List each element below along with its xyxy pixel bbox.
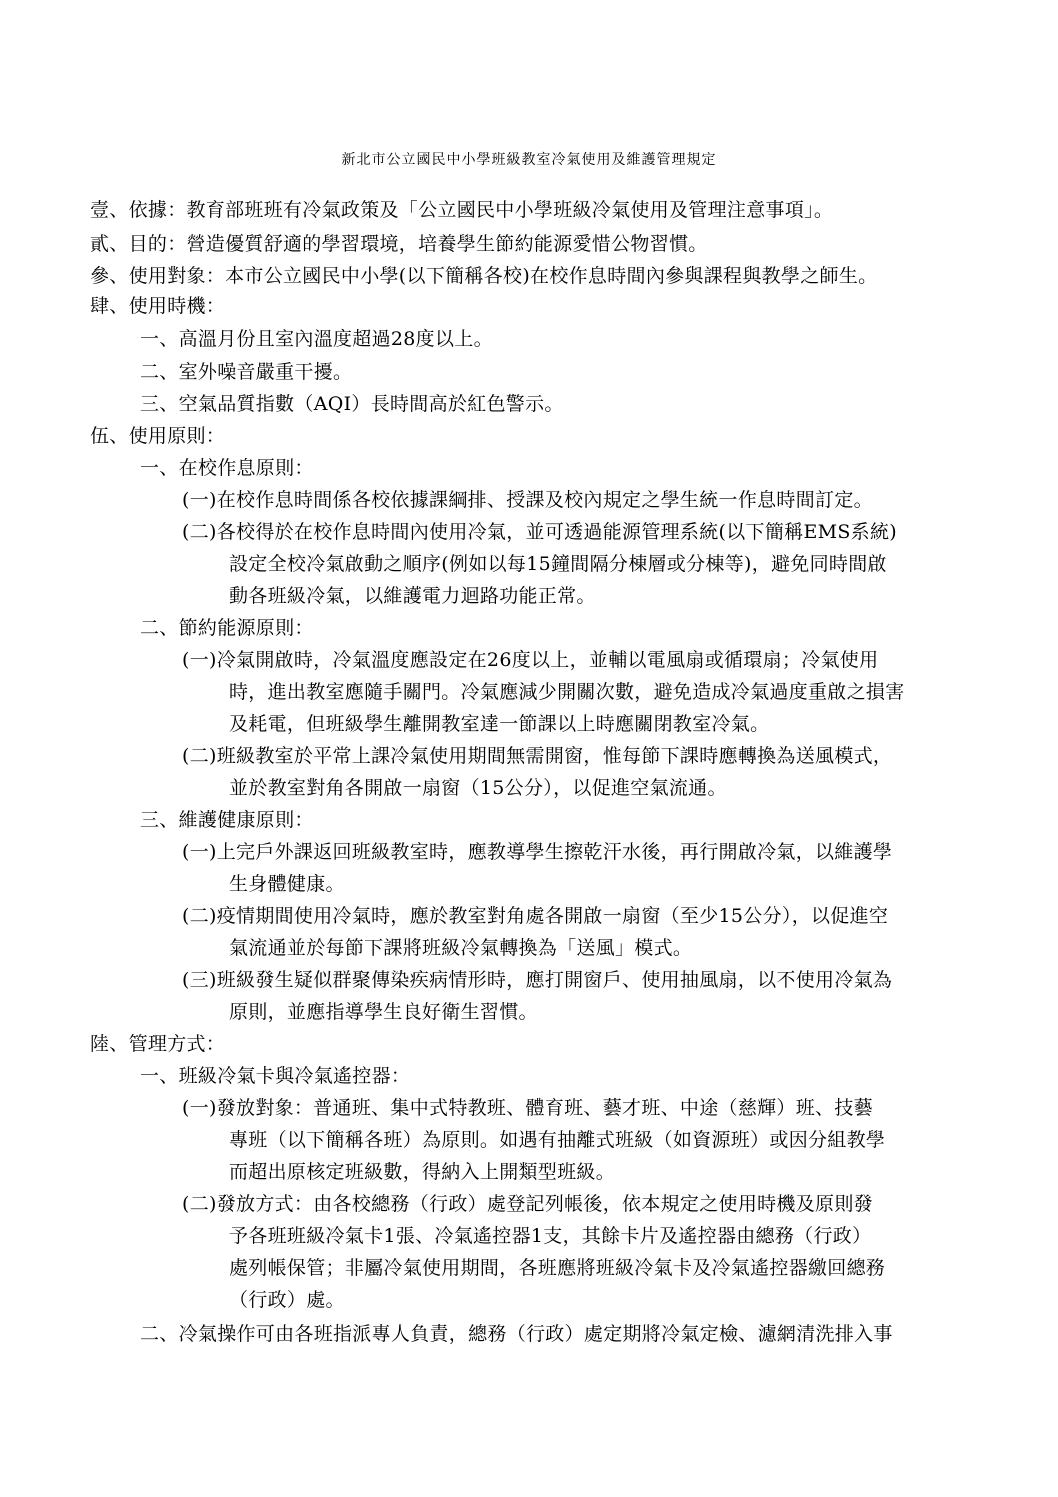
section-5-sub-2-heading: 二、節約能源原則： [140, 617, 314, 639]
section-5-sub-3-item-3: (三)班級發生疑似群聚傳染疾病情形時，應打開窗戶、使用抽風扇，以不使用冷氣為 [182, 969, 893, 991]
section-6-sub-1-item-1-cont-2: 而超出原核定班級數，得納入上開類型班級。 [229, 1161, 616, 1183]
section-5-sub-1-item-1: (一)在校作息時間係各校依據課綱排、授課及校內規定之學生統一作息時間訂定。 [182, 489, 873, 511]
section-5-sub-2-item-1: (一)冷氣開啟時，冷氣溫度應設定在26度以上，並輔以電風扇或循環扇；冷氣使用 [182, 649, 879, 671]
section-6-heading: 陸、管理方式： [90, 1033, 226, 1055]
section-5-sub-1-item-2-cont-2: 動各班級冷氣，以維護電力迴路功能正常。 [229, 585, 596, 607]
section-4-item-3: 三、空氣品質指數（AQI）長時間高於紅色警示。 [140, 393, 564, 415]
section-5-sub-3-item-3-cont: 原則，並應指導學生良好衛生習慣。 [229, 1001, 538, 1023]
section-4-item-2: 二、室外噪音嚴重干擾。 [140, 361, 353, 383]
section-6-sub-1-item-2-cont-3: （行政）處。 [229, 1289, 345, 1311]
section-6-sub-1-item-2-cont-1: 予各班班級冷氣卡1張、冷氣遙控器1支，其餘卡片及遙控器由總務（行政） [229, 1225, 872, 1247]
section-5-sub-3-item-1: (一)上完戶外課返回班級教室時，應教導學生擦乾汗水後，再行開啟冷氣，以維護學 [182, 841, 893, 863]
section-6-sub-1-item-2: (二)發放方式：由各校總務（行政）處登記列帳後，依本規定之使用時機及原則發 [182, 1193, 873, 1215]
section-5-sub-3-item-2: (二)疫情期間使用冷氣時，應於教室對角處各開啟一扇窗（至少15公分），以促進空 [182, 905, 889, 927]
section-6-sub-1-heading: 一、班級冷氣卡與冷氣遙控器： [140, 1065, 411, 1087]
section-5-sub-2-item-2: (二)班級教室於平常上課冷氣使用期間無需開窗，惟每節下課時應轉換為送風模式， [182, 745, 893, 767]
section-5-sub-2-item-2-cont: 並於教室對角各開啟一扇窗（15公分），以促進空氣流通。 [229, 777, 727, 799]
section-5-sub-3-item-2-cont: 氣流通並於每節下課將班級冷氣轉換為「送風」模式。 [229, 937, 693, 959]
section-5-sub-2-item-1-cont-2: 及耗電，但班級學生離開教室達一節課以上時應關閉教室冷氣。 [229, 713, 770, 735]
section-5-sub-3-item-1-cont: 生身體健康。 [229, 873, 345, 895]
section-4-item-1: 一、高溫月份且室內溫度超過28度以上。 [140, 328, 493, 350]
section-3-target: 參、使用對象：本市公立國民中小學(以下簡稱各校)在校作息時間內參與課程與教學之師生。 [90, 265, 878, 287]
section-1-basis: 壹、依據：教育部班班有冷氣政策及「公立國民中小學班級冷氣使用及管理注意事項」。 [90, 199, 834, 221]
section-5-heading: 伍、使用原則： [90, 425, 226, 447]
section-5-sub-1-item-2: (二)各校得於在校作息時間內使用冷氣，並可透過能源管理系統(以下簡稱EMS系統) [182, 521, 897, 543]
document-title: 新北市公立國民中小學班級教室冷氣使用及維護管理規定 [341, 152, 717, 168]
section-6-sub-1-item-2-cont-2: 處列帳保管；非屬冷氣使用期間，各班應將班級冷氣卡及冷氣遙控器繳回總務 [229, 1257, 886, 1279]
section-5-sub-1-item-2-cont-1: 設定全校冷氣啟動之順序(例如以每15鐘間隔分棟層或分棟等)，避免同時間啟 [229, 553, 887, 575]
section-5-sub-2-item-1-cont-1: 時，進出教室應隨手關門。冷氣應減少開關次數，避免造成冷氣過度重啟之損害 [229, 681, 905, 703]
section-5-sub-3-heading: 三、維護健康原則： [140, 809, 314, 831]
section-6-sub-2-item: 二、冷氣操作可由各班指派專人負責，總務（行政）處定期將冷氣定檢、濾網清洗排入事 [140, 1323, 893, 1345]
section-6-sub-1-item-1: (一)發放對象：普通班、集中式特教班、體育班、藝才班、中途（慈輝）班、技藝 [182, 1097, 873, 1119]
section-4-heading: 肆、使用時機： [90, 295, 226, 317]
section-5-sub-1-heading: 一、在校作息原則： [140, 457, 314, 479]
section-6-sub-1-item-1-cont-1: 專班（以下簡稱各班）為原則。如遇有抽離式班級（如資源班）或因分組教學 [229, 1129, 886, 1151]
section-2-purpose: 貳、目的：營造優質舒適的學習環境，培養學生節約能源愛惜公物習慣。 [90, 233, 708, 255]
